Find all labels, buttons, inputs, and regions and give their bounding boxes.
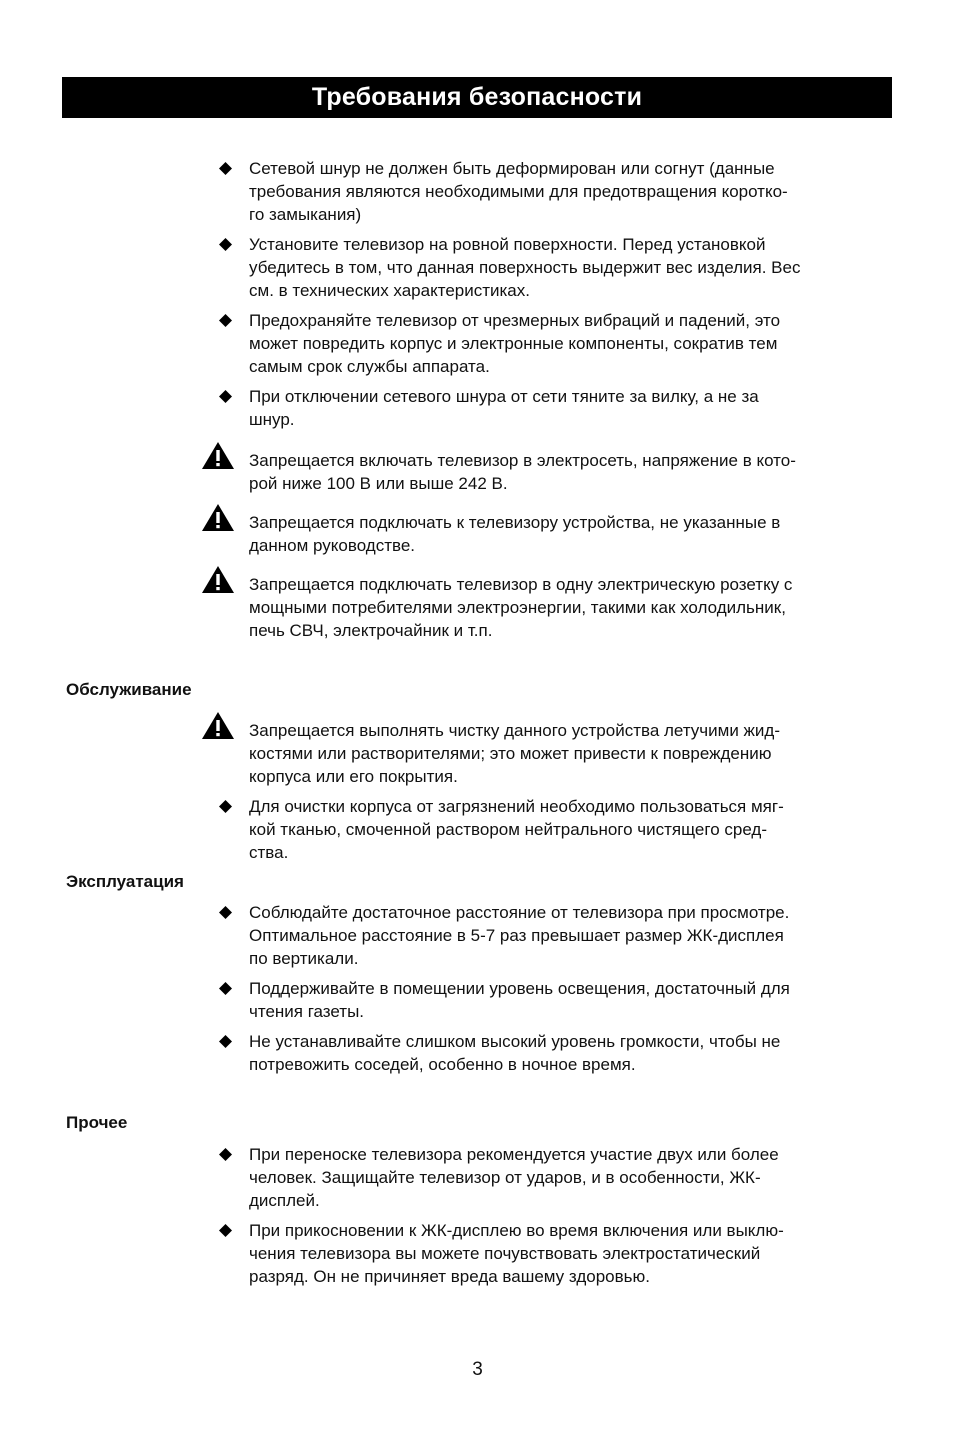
diamond-bullet-icon	[219, 390, 232, 403]
safety-warning-text: Запрещается подключать телевизор в одну электрическую розетку с мощными потребителями электроэнергии, такими как холодильник, печь СВЧ, электрочайник и т.п.	[249, 575, 793, 640]
warning-triangle-icon	[201, 503, 235, 532]
page-title: Требования безопасности	[311, 83, 643, 111]
operation-item-text: Поддерживайте в помещении уровень освещения, достаточный для чтения газеты.	[249, 979, 790, 1021]
warning-triangle-icon	[201, 441, 235, 470]
other-item-text: При переноске телевизора рекомендуется участие двух или более человек. Защищайте телевизор от ударов, и в особенности, ЖК- дисплей.	[249, 1145, 779, 1210]
diamond-bullet-icon	[219, 982, 232, 995]
section-heading-operation: Эксплуатация	[66, 872, 184, 891]
page-number: 3	[472, 1359, 483, 1380]
warning-triangle-icon	[201, 565, 235, 594]
maintenance-item-text: Запрещается выполнять чистку данного устройства летучими жид- костями или растворителями; это может привести к повреждению корпуса или его покрытия.	[249, 721, 781, 786]
section-heading-other: Прочее	[66, 1113, 128, 1132]
other-item-text: При прикосновении к ЖК-дисплею во время включения или выклю- чения телевизора вы можете почувствовать электростатический разряд. Он не причиняет вреда вашему здоровью.	[249, 1221, 784, 1286]
safety-warning-text: Запрещается подключать к телевизору устройства, не указанные в данном руководстве.	[249, 513, 781, 555]
operation-item-text: Не устанавливайте слишком высокий уровень громкости, чтобы не потревожить соседей, особенно в ночное время.	[249, 1032, 781, 1074]
diamond-bullet-icon	[219, 162, 232, 175]
warning-triangle-icon	[201, 711, 235, 740]
operation-item-text: Соблюдайте достаточное расстояние от телевизора при просмотре. Оптимальное расстояние в 5-7 раз превышает размер ЖК-дисплея по вертикали.	[249, 903, 790, 968]
diamond-bullet-icon	[219, 1035, 232, 1048]
safety-warning-text: Запрещается включать телевизор в электросеть, напряжение в кото- рой ниже 100 В или выше 242 В.	[249, 451, 796, 493]
maintenance-item-text: Для очистки корпуса от загрязнений необходимо пользоваться мяг- кой тканью, смоченной раствором нейтрального чистящего сред- ства.	[249, 797, 784, 862]
diamond-bullet-icon	[219, 1224, 232, 1237]
safety-item-text: Сетевой шнур не должен быть деформирован или согнут (данные требования являются необходимыми для предотвращения коротко- го замыкания)	[249, 159, 788, 224]
safety-item-text: Предохраняйте телевизор от чрезмерных вибраций и падений, это может повредить корпус и электронные компоненты, сократив тем самым срок службы аппарата.	[249, 311, 781, 376]
diamond-bullet-icon	[219, 800, 232, 813]
diamond-bullet-icon	[219, 1148, 232, 1161]
section-heading-maintenance: Обслуживание	[66, 680, 192, 699]
diamond-bullet-icon	[219, 238, 232, 251]
safety-item-text: При отключении сетевого шнура от сети тяните за вилку, а не за шнур.	[249, 387, 759, 429]
diamond-bullet-icon	[219, 906, 232, 919]
title-bar	[62, 77, 892, 118]
safety-item-text: Установите телевизор на ровной поверхности. Перед установкой убедитесь в том, что данная поверхность выдержит вес изделия. Вес см. в технических характеристиках.	[249, 235, 801, 300]
diamond-bullet-icon	[219, 314, 232, 327]
